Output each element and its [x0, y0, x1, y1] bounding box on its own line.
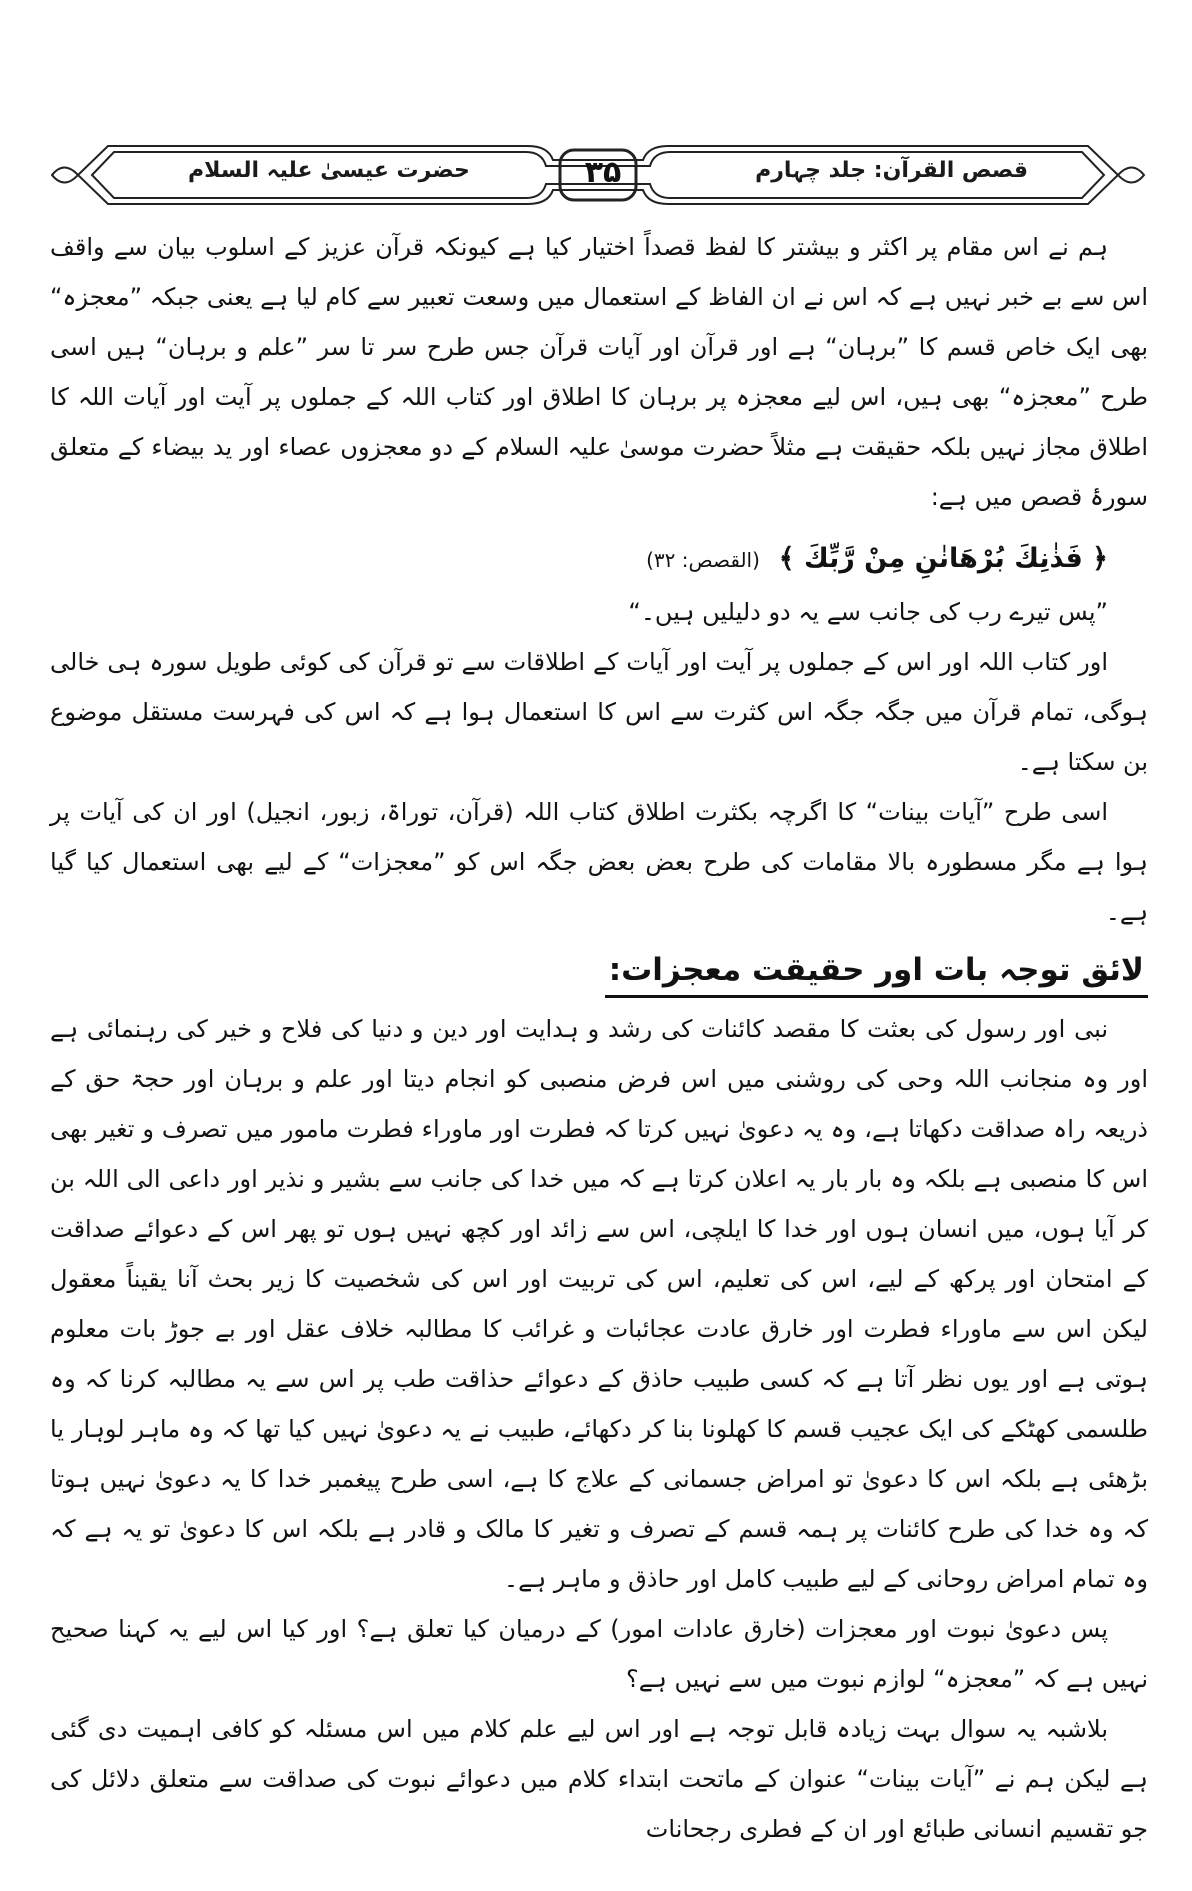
- paragraph-3: اسی طرح ”آیات بینات“ کا اگرچہ بکثرت اطلاق کتاب اللہ (قرآن، توراۃ، زبور، انجیل) اور ان کی آیات پر ہوا ہے مگر مسطورہ بالا مقامات کی طرح بعض بعض جگہ اس کو ”معجزات“ کے لیے بھی استعمال کیا گیا ہے۔: [50, 798, 1148, 926]
- page-header: [48, 140, 1148, 210]
- book-title: قصص القرآن: جلد چہارم: [755, 158, 1028, 183]
- paragraph-6: بلاشبہ یہ سوال بہت زیادہ قابل توجہ ہے اور اس لیے علم کلام میں اس مسئلہ کو کافی اہمیت دی گئی ہے لیکن ہم نے ”آیات بینات“ عنوان کے ماتحت ابتداء کلام میں دعوائے نبوت کی صداقت سے متعلق دلائل کی جو تقسیم انسانی طبائع اور ان کے فطری رجحانات: [50, 1715, 1148, 1843]
- paragraph-2: اور کتاب اللہ اور اس کے جملوں پر آیت اور آیات کے اطلاقات سے تو قرآن کی کوئی طویل سورہ ہی خالی ہوگی، تمام قرآن میں جگہ جگہ اس کثرت سے اس کا استعمال ہوا ہے کہ اس کی فہرست مستقل موضوع بن سکتا ہے۔: [50, 648, 1148, 776]
- section-heading: لائق توجہ بات اور حقیقت معجزات:: [605, 947, 1148, 998]
- paragraph-4: نبی اور رسول کی بعثت کا مقصد کائنات کی رشد و ہدایت اور دین و دنیا کی فلاح و خیر کی رہنمائی ہے اور وہ منجانب اللہ وحی کی روشنی میں اس فرض منصبی کو انجام دیتا اور علم و برہان اور حجۃ حق کے ذریعہ راہ صداقت دکھاتا ہے، وہ یہ دعویٰ نہیں کرتا کہ فطرت اور ماوراء فطرت مامور میں تصرف و تغیر بھی اس کا منصبی ہے بلکہ وہ بار بار یہ اعلان کرتا ہے کہ میں خدا کی جانب سے بشیر و نذیر اور داعی الی اللہ بن کر آیا ہوں، میں انسان ہوں اور خدا کا ایلچی، اس سے زائد اور کچھ نہیں ہوں تو پھر اس کے دعوائے صداقت کے امتحان اور پرکھ کے لیے، اس کی تعلیم، اس کی تربیت اور اس کی شخصیت کا زیر بحث آنا یقیناً معقول لیکن اس سے ماوراء فطرت اور خارق عادت عجائبات و غرائب کا مطالبہ خلاف عقل اور بے جوڑ بات معلوم ہوتی ہے اور یوں نظر آتا ہے کہ کسی طبیب حاذق کے دعوائے حذاقت طب پر اس سے یہ مطالبہ کرنا کہ وہ طلسمی کھٹکے کی ایک عجیب قسم کا کھلونا بنا کر دکھائے، طبیب نے یہ دعویٰ نہیں کیا تھا کہ وہ ماہر لوہار یا بڑھئی ہے بلکہ اس کا دعویٰ تو امراض جسمانی کے علاج کا ہے، اسی طرح پیغمبر خدا کا یہ دعویٰ نہیں ہوتا کہ وہ خدا کی طرح کائنات پر ہمہ قسم کے تصرف و تغیر کا مالک و قادر ہے بلکہ اس کا دعویٰ تو یہ ہے کہ وہ تمام امراض روحانی کے لیے طبیب کامل اور حاذق و ماہر ہے۔: [50, 1015, 1148, 1593]
- page-number: ۳۵: [584, 155, 622, 190]
- quran-verse: [50, 532, 1148, 587]
- paragraph-1: ہم نے اس مقام پر اکثر و بیشتر کا لفظ قصداً اختیار کیا ہے کیونکہ قرآن عزیز کے اسلوب بیان سے واقف اس سے بے خبر نہیں ہے کہ اس نے ان الفاظ کے استعمال میں وسعت تعبیر سے کام لیا ہے یعنی جبکہ ”معجزہ“ بھی ایک خاص قسم کا ”برہان“ ہے اور قرآن اور آیات قرآن جس طرح سر تا سر ”علم و برہان“ ہیں اسی طرح ”معجزہ“ بھی ہیں، اس لیے معجزہ پر برہان کا اطلاق اور کتاب اللہ کے جملوں پر آیت اور آیات اللہ کا اطلاق مجاز نہیں بلکہ حقیقت ہے مثلاً حضرت موسیٰ علیہ السلام کے دو معجزوں عصاء اور ید بیضاء کے متعلق سورۂ قصص میں ہے:: [50, 233, 1148, 511]
- verse-translation: ”پس تیرے رب کی جانب سے یہ دو دلیلیں ہیں۔“: [628, 598, 1108, 626]
- verse-text: ﴿ فَذٰنِكَ بُرْهَانٰنِ مِنْ رَّبِّكَ ﴾: [778, 543, 1108, 574]
- section-heading-wrap: [50, 937, 1148, 1004]
- paragraph-5: پس دعویٰ نبوت اور معجزات (خارق عادات امور) کے درمیان کیا تعلق ہے؟ اور کیا اس لیے یہ کہنا صحیح نہیں ہے کہ ”معجزہ“ لوازم نبوت میں سے نہیں ہے؟: [50, 1615, 1148, 1693]
- verse-reference: (القصص: ۳۲): [646, 548, 760, 572]
- chapter-title: حضرت عیسیٰ علیہ السلام: [188, 158, 470, 183]
- page-body: [50, 222, 1148, 1854]
